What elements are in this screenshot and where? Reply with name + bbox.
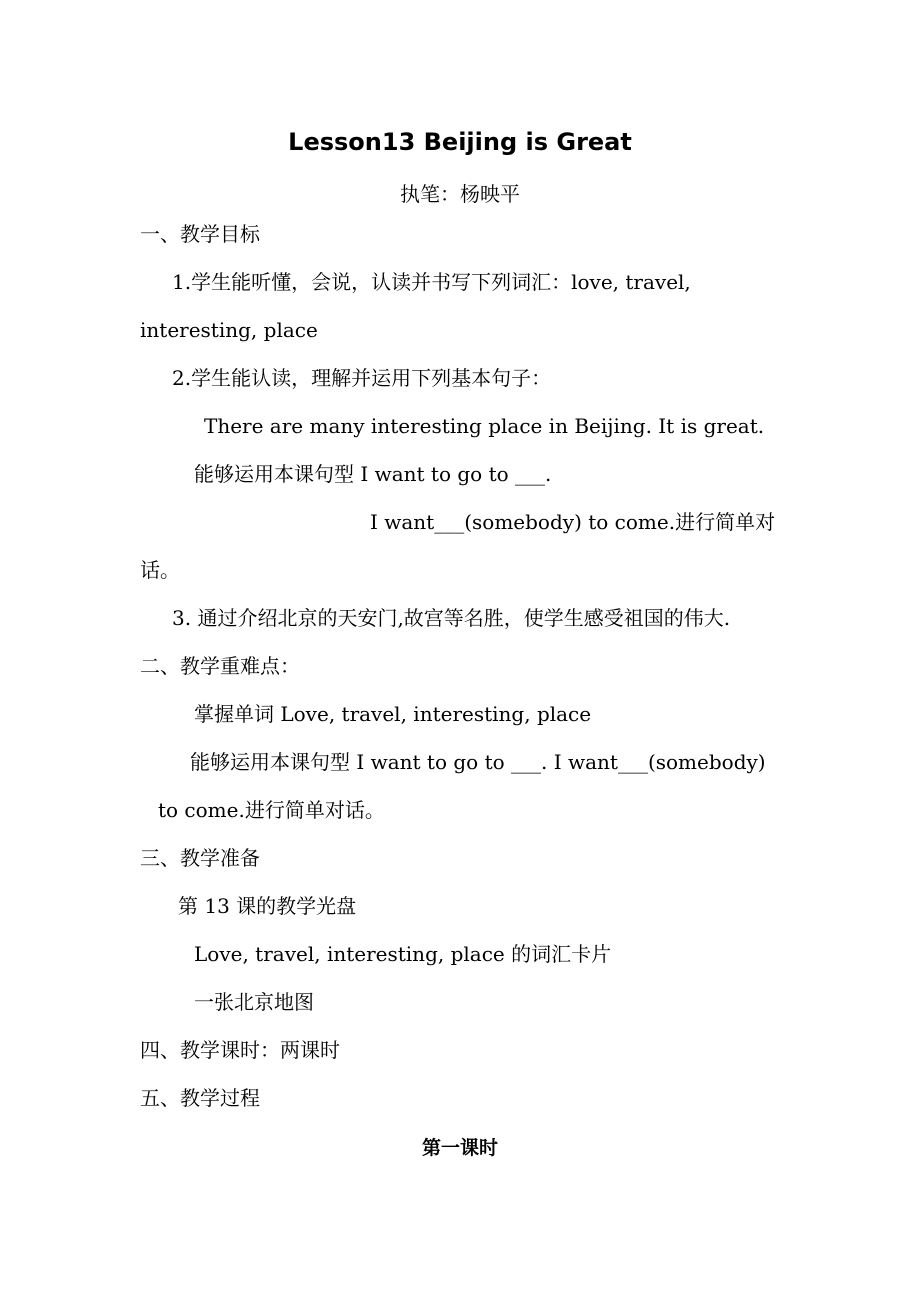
objective-2-sentence: There are many interesting place in Beijing. It is great. (204, 414, 765, 438)
objectives-heading: 一、教学目标 (140, 222, 260, 246)
author-line: 执笔：杨映平 (400, 182, 520, 206)
preparation-item-2: Love, travel, interesting, place 的词汇卡片 (194, 942, 612, 966)
objective-3: 3. 通过介绍北京的天安门,故宫等名胜，使学生感受祖国的伟大. (172, 606, 731, 630)
key-pattern-line-2: to come.进行简单对话。 (158, 798, 385, 822)
lesson-title: Lesson13 Beijing is Great (288, 128, 632, 156)
process-heading: 五、教学过程 (140, 1086, 260, 1110)
key-points-heading: 二、教学重难点： (140, 654, 300, 678)
class-hours: 四、教学课时：两课时 (140, 1038, 340, 1062)
objective-2-pattern-1: 能够运用本课句型 I want to go to ___. (194, 462, 552, 486)
preparation-item-3: 一张北京地图 (194, 990, 314, 1014)
key-words: 掌握单词 Love, travel, interesting, place (194, 702, 592, 726)
first-period-heading: 第一课时 (421, 1137, 498, 1159)
objective-2-pattern-2: I want___(somebody) to come.进行简单对 (370, 510, 776, 534)
objective-2-line-1: 2.学生能认读，理解并运用下列基本句子： (172, 366, 552, 390)
key-pattern-line-1: 能够运用本课句型 I want to go to ___. I want___(somebody) (190, 750, 766, 774)
preparation-item-1: 第 13 课的教学光盘 (178, 894, 357, 918)
objective-1-line-2: interesting, place (140, 318, 318, 342)
preparation-heading: 三、教学准备 (140, 846, 260, 870)
objective-1-line-1: 1.学生能听懂，会说，认读并书写下列词汇：love, travel, (172, 270, 691, 294)
objective-2-pattern-2-cont: 话。 (140, 558, 180, 582)
